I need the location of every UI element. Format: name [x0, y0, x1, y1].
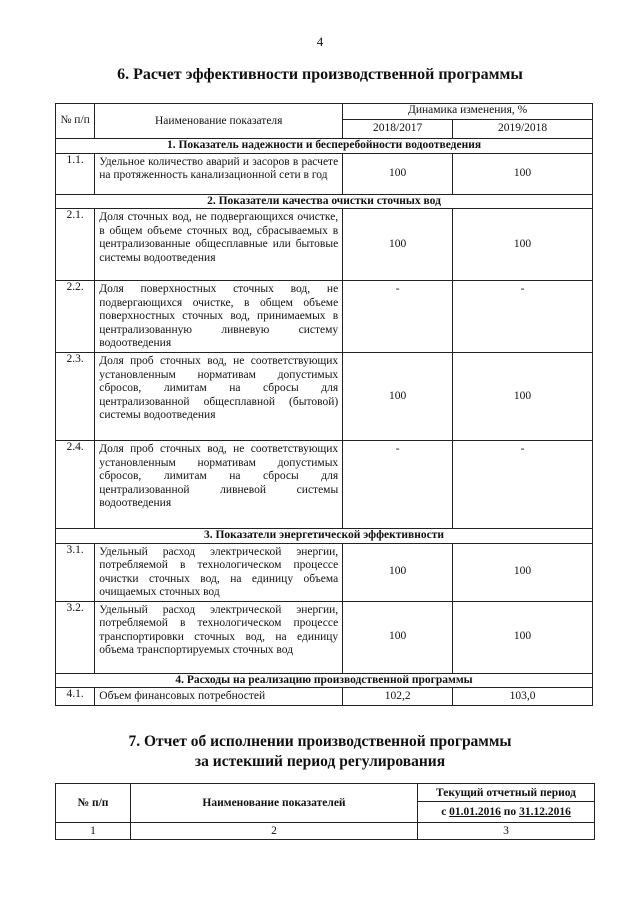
row-num: 2.2. — [56, 281, 95, 353]
table-header-row — [56, 784, 595, 802]
row-name: Удельное количество аварий и засоров в расчете на протяженность канализационной сети в год — [95, 153, 343, 194]
group-title-row — [56, 194, 593, 209]
group-title: 1. Показатель надежности и бесперебойности водоотведения — [56, 139, 593, 154]
efficiency-table — [55, 103, 593, 706]
table-row — [56, 209, 593, 281]
row-num: 4.1. — [56, 688, 95, 706]
row-num: 2.4. — [56, 441, 95, 529]
group-title-row — [56, 139, 593, 154]
row-value-2019: 100 — [453, 209, 593, 281]
row-name: Удельный расход электрической энергии, потребляемой в технологическом процессе очистки сточных вод, на единицу объема очищаемых сточных вод — [95, 543, 343, 601]
row-num: 2.1. — [56, 209, 95, 281]
row-value-2019: 100 — [453, 353, 593, 441]
section7-title-line1: 7. Отчет об исполнении производственной программы — [128, 733, 512, 750]
row-value-2019: 100 — [453, 153, 593, 194]
row-value-2019: 100 — [453, 543, 593, 601]
group-title-row — [56, 529, 593, 544]
header-dynamics: Динамика изменения, % — [343, 104, 593, 120]
page-number: 4 — [316, 34, 324, 49]
header-num: № п/п — [56, 784, 131, 823]
header-period-title: Текущий отчетный период — [418, 784, 595, 802]
table-row — [56, 281, 593, 353]
row-name: Удельный расход электрической энергии, потребляемой в технологическом процессе транспортировки сточных вод, на единицу объема транспортируемых сточных вод — [95, 601, 343, 673]
row-name: Доля проб сточных вод, не соответствующих установленным нормативам допустимых сбросов, лимитам на сбросы для централизованной ливневой системы водоотведения — [95, 441, 343, 529]
row-value-2019: 100 — [453, 601, 593, 673]
row-num: 2.3. — [56, 353, 95, 441]
period-prefix: с — [441, 806, 447, 818]
row-num: 1.1. — [56, 153, 95, 194]
table-row — [56, 543, 593, 601]
report-table — [55, 783, 595, 840]
row-name: Доля поверхностных сточных вод, не подвергающихся очистке, в общем объеме поверхностных сточных вод, принимаемых в централизованную ливневую систему водоотведения — [95, 281, 343, 353]
group-title: 4. Расходы на реализацию производственной программы — [56, 673, 593, 688]
row-value-2018: 100 — [343, 209, 453, 281]
section7-title-line2: за истекший период регулирования — [194, 753, 446, 770]
table-row — [56, 353, 593, 441]
table-row — [56, 441, 593, 529]
table-row — [56, 823, 595, 840]
table-header-row — [56, 104, 593, 120]
row-value-2018: - — [343, 441, 453, 529]
header-period-range — [418, 802, 595, 823]
row-value-2018: 100 — [343, 543, 453, 601]
row-value-2018: - — [343, 281, 453, 353]
row-value-2019: 103,0 — [453, 688, 593, 706]
row-value-2018: 100 — [343, 153, 453, 194]
header-col2: 2019/2018 — [453, 120, 593, 139]
row-value-2019: - — [453, 281, 593, 353]
header-col1: 2018/2017 — [343, 120, 453, 139]
index-cell: 2 — [131, 823, 418, 840]
group-title: 2. Показатели качества очистки сточных вод — [56, 194, 593, 209]
row-name: Доля сточных вод, не подвергающихся очистке, в общем объеме сточных вод, сбрасываемых в централизованные общесплавные или бытовые системы водоотведения — [95, 209, 343, 281]
row-value-2018: 102,2 — [343, 688, 453, 706]
row-num: 3.1. — [56, 543, 95, 601]
row-value-2018: 100 — [343, 353, 453, 441]
table-row — [56, 601, 593, 673]
row-value-2018: 100 — [343, 601, 453, 673]
table-row — [56, 688, 593, 706]
section6-title: 6. Расчет эффективности производственной программы — [117, 66, 523, 83]
header-name: Наименование показателей — [131, 784, 418, 823]
header-num: № п/п — [56, 104, 95, 139]
row-num: 3.2. — [56, 601, 95, 673]
index-cell: 3 — [418, 823, 595, 840]
header-name: Наименование показателя — [95, 104, 343, 139]
group-title-row — [56, 673, 593, 688]
row-name: Доля проб сточных вод, не соответствующих установленным нормативам допустимых сбросов, лимитам на сбросы для централизованной общесплавной (бытовой) системы водоотведения — [95, 353, 343, 441]
table-row — [56, 153, 593, 194]
row-name: Объем финансовых потребностей — [95, 688, 343, 706]
group-title: 3. Показатели энергетической эффективности — [56, 529, 593, 544]
period-mid: по — [503, 806, 517, 818]
row-value-2019: - — [453, 441, 593, 529]
period-to: 31.12.2016 — [519, 806, 571, 818]
period-from: 01.01.2016 — [449, 806, 501, 818]
index-cell: 1 — [56, 823, 131, 840]
